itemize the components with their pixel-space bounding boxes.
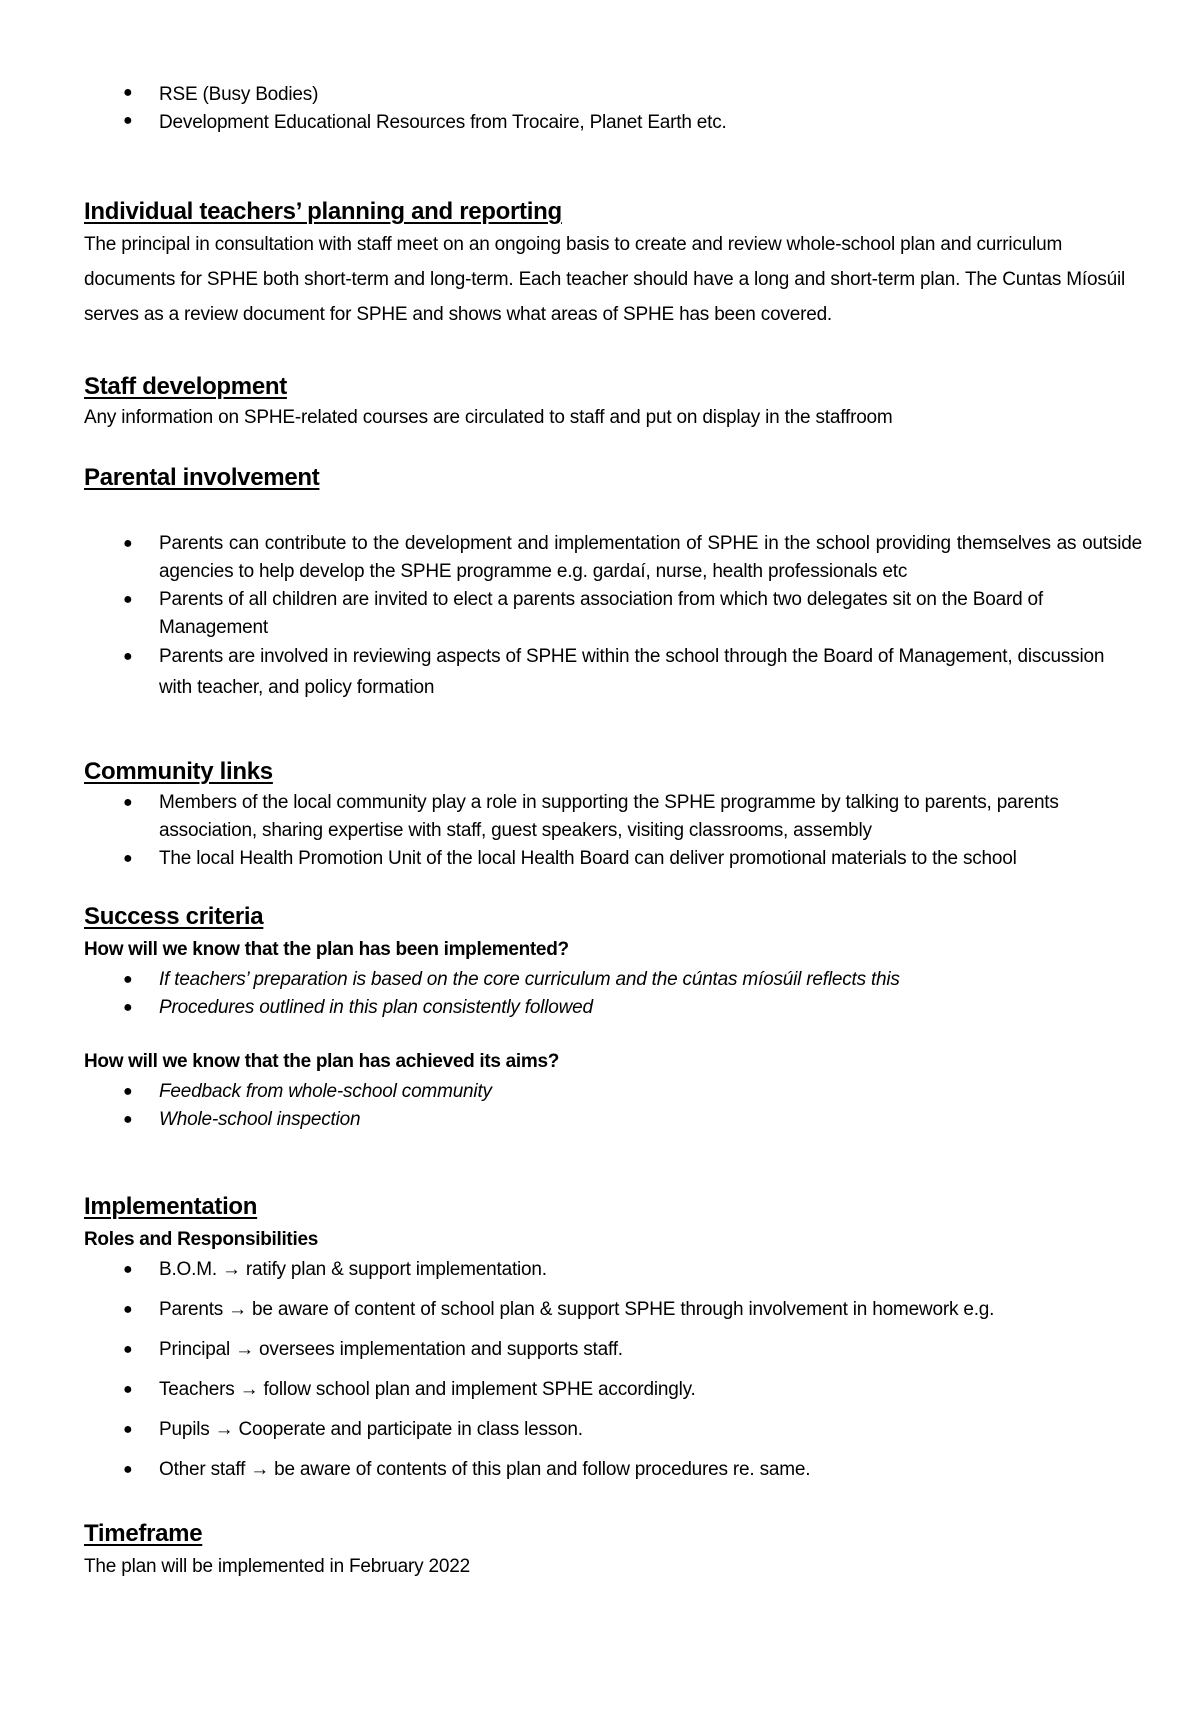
list-item: ● If teachers’ preparation is based on the core curriculum and the cúntas míosúil reflects this <box>84 966 1142 994</box>
bullet-icon: ● <box>123 1261 133 1278</box>
list-item: ● Parents → be aware of content of school plan & support SPHE through involvement in homework e.g. <box>84 1296 1142 1336</box>
bullet-icon: ● <box>123 794 133 811</box>
bullet-icon: ● <box>123 1381 133 1398</box>
section-heading-timeframe: Timeframe <box>84 1520 203 1547</box>
list-item: ● Parents can contribute to the development and implementation of SPHE in the school providing themselves as outside agencies to help develop the SPHE programme e.g. gardaí, nurse, health professionals etc <box>84 530 1142 586</box>
success-question-implemented: How will we know that the plan has been implemented? <box>84 939 569 960</box>
bullet-icon: ● <box>123 1341 133 1358</box>
community-links-list <box>84 789 1142 873</box>
bullet-icon: ● <box>123 1301 133 1318</box>
section-heading-parental-involvement: Parental involvement <box>84 464 320 491</box>
bullet-icon: ● <box>123 850 133 867</box>
intro-bullet-list <box>84 84 1142 140</box>
bullet-icon: ● <box>123 112 133 129</box>
list-item: ● Teachers → follow school plan and implement SPHE accordingly. <box>84 1376 1142 1416</box>
success-implemented-list <box>84 966 1142 1022</box>
section-heading-implementation: Implementation <box>84 1193 258 1220</box>
list-item: ● Parents of all children are invited to elect a parents association from which two delegates sit on the Board of Management <box>84 586 1142 642</box>
roles-subheading: Roles and Responsibilities <box>84 1229 318 1250</box>
list-item: ● Whole-school inspection <box>84 1106 1142 1134</box>
list-item: ● Procedures outlined in this plan consistently followed <box>84 994 1142 1022</box>
bullet-icon: ● <box>123 648 133 665</box>
bullet-icon: ● <box>123 999 133 1016</box>
bullet-icon: ● <box>123 591 133 608</box>
bullet-icon: ● <box>123 535 133 552</box>
roles-list <box>84 1256 1142 1496</box>
list-item: ● Other staff → be aware of contents of this plan and follow procedures re. same. <box>84 1456 1142 1496</box>
list-item: ● Pupils → Cooperate and participate in class lesson. <box>84 1416 1142 1456</box>
bullet-icon: ● <box>123 1461 133 1478</box>
section-heading-individual-planning: Individual teachers’ planning and reporting <box>84 198 562 225</box>
list-item: ● Feedback from whole-school community <box>84 1078 1142 1106</box>
success-achieved-list <box>84 1078 1142 1134</box>
list-item: ● Development Educational Resources from Trocaire, Planet Earth etc. <box>123 112 727 133</box>
timeframe-body: The plan will be implemented in February 2022 <box>84 1556 470 1577</box>
section-heading-success-criteria: Success criteria <box>84 903 264 930</box>
list-item: ● Principal → oversees implementation and supports staff. <box>84 1336 1142 1376</box>
section-heading-staff-development: Staff development <box>84 373 287 400</box>
bullet-icon: ● <box>123 1421 133 1438</box>
list-item: ● B.O.M. → ratify plan & support implementation. <box>84 1256 1142 1296</box>
list-item: ● RSE (Busy Bodies) <box>123 84 319 105</box>
section-heading-community-links: Community links <box>84 758 273 785</box>
list-item: ● The local Health Promotion Unit of the local Health Board can deliver promotional materials to the school <box>84 845 1142 873</box>
list-item: ● Members of the local community play a role in supporting the SPHE programme by talking to parents, parents association, sharing expertise with staff, guest speakers, visiting classrooms, assembly <box>84 789 1142 845</box>
parental-involvement-list <box>84 530 1142 703</box>
bullet-icon: ● <box>123 1083 133 1100</box>
bullet-icon: ● <box>123 84 133 101</box>
staff-development-body: Any information on SPHE-related courses are circulated to staff and put on display in the staffroom <box>84 407 893 428</box>
bullet-icon: ● <box>123 971 133 988</box>
list-item: ● Parents are involved in reviewing aspects of SPHE within the school through the Board of Management, discussion with teacher, and policy formation <box>84 641 1142 703</box>
bullet-icon: ● <box>123 1111 133 1128</box>
success-question-achieved: How will we know that the plan has achieved its aims? <box>84 1051 560 1072</box>
individual-planning-body: The principal in consultation with staff meet on an ongoing basis to create and review whole-school plan and curriculum documents for SPHE both short-term and long-term. Each teacher should have a long and short-term plan. The Cuntas Míosúil serves as a review document for SPHE and shows what areas of SPHE has been covered. <box>84 234 1126 325</box>
